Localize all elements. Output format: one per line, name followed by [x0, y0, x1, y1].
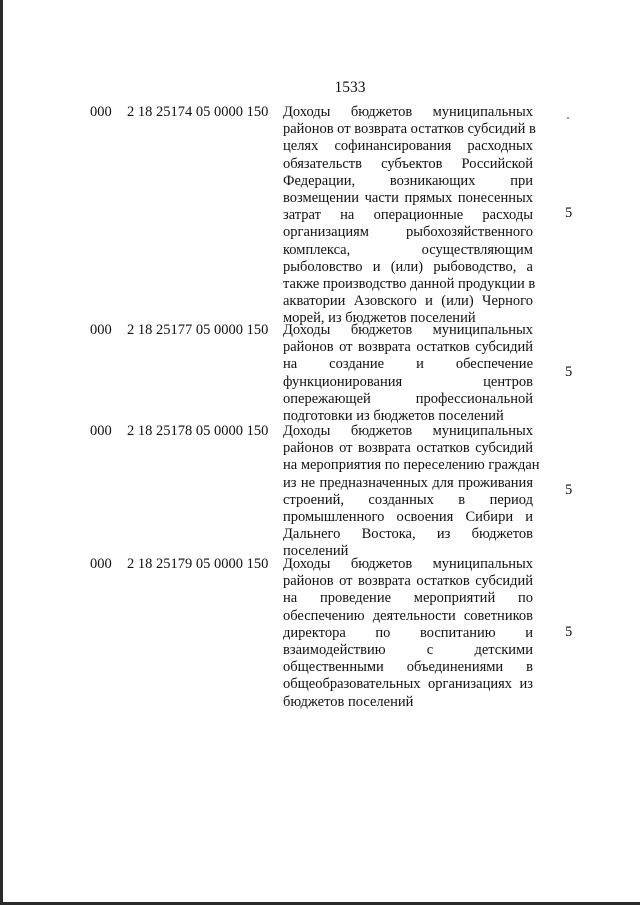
description-line: также производство данной продукции в	[283, 275, 536, 292]
description-line: возмещении части прямых понесенных	[283, 189, 533, 206]
description-line: Доходы бюджетов муниципальных	[283, 104, 533, 120]
admin-code: 000	[90, 423, 112, 439]
page-number: 1533	[334, 79, 366, 96]
description-line: организациям рыбохозяйственного	[283, 224, 533, 241]
scan-speck	[567, 117, 569, 119]
description-line: районов от возврата остатков субсидий	[283, 440, 533, 457]
amount-value: 5	[565, 205, 573, 221]
admin-code: 000	[90, 104, 112, 120]
description-line: Федерации, возникающих при	[283, 172, 533, 189]
income-description	[283, 556, 533, 711]
admin-code: 000	[90, 556, 112, 572]
description-line: директора по воспитанию и	[283, 624, 533, 641]
description-line: взаимодействию с детскими	[283, 641, 533, 658]
income-description	[283, 423, 540, 561]
budget-classification-code: 2 18 25177 05 0000 150	[127, 322, 269, 338]
amount-value: 5	[565, 482, 573, 498]
description-line: общественными объединениями в	[283, 659, 533, 676]
income-description	[283, 104, 536, 327]
income-description	[283, 322, 533, 425]
description-line: обеспечению деятельности советников	[283, 607, 533, 624]
description-line: поселений	[283, 543, 349, 560]
description-line: морей, из бюджетов поселений	[283, 310, 476, 327]
description-line: районов от возврата остатков субсидий	[283, 573, 533, 590]
description-line: Доходы бюджетов муниципальных	[283, 423, 533, 439]
description-line: бюджетов поселений	[283, 693, 414, 710]
amount-value: 5	[565, 364, 573, 380]
description-line: на создание и обеспечение	[283, 356, 533, 373]
description-line: строений, созданных в период	[283, 491, 533, 508]
scan-edge-left	[0, 0, 3, 905]
budget-classification-code: 2 18 25178 05 0000 150	[127, 423, 269, 439]
description-line: целях софинансирования расходных	[283, 138, 533, 155]
description-line: функционирования центров	[283, 373, 533, 390]
description-line: Дальнего Востока, из бюджетов	[283, 526, 533, 543]
description-line: затрат на операционные расходы	[283, 207, 533, 224]
admin-code: 000	[90, 322, 112, 338]
description-line: Доходы бюджетов муниципальных	[283, 322, 533, 338]
description-line: районов от возврата остатков субсидий в	[283, 121, 536, 138]
budget-classification-code: 2 18 25179 05 0000 150	[127, 556, 269, 572]
description-line: промышленного освоения Сибири и	[283, 508, 533, 525]
description-line: комплекса, осуществляющим	[283, 241, 533, 258]
description-line: рыболовство и (или) рыбоводство, а	[283, 258, 533, 275]
description-line: акватории Азовского и (или) Черного	[283, 293, 533, 310]
amount-value: 5	[565, 624, 573, 640]
description-line: на проведение мероприятий по	[283, 590, 533, 607]
description-line: на мероприятия по переселению граждан	[283, 457, 540, 474]
description-line: Доходы бюджетов муниципальных	[283, 556, 533, 572]
description-line: из не предназначенных для проживания	[283, 474, 533, 491]
description-line: опережающей профессиональной	[283, 390, 533, 407]
budget-classification-code: 2 18 25174 05 0000 150	[127, 104, 269, 120]
description-line: общеобразовательных организациях из	[283, 676, 533, 693]
description-line: подготовки из бюджетов поселений	[283, 407, 504, 424]
description-line: обязательств субъектов Российской	[283, 155, 533, 172]
description-line: районов от возврата остатков субсидий	[283, 339, 533, 356]
